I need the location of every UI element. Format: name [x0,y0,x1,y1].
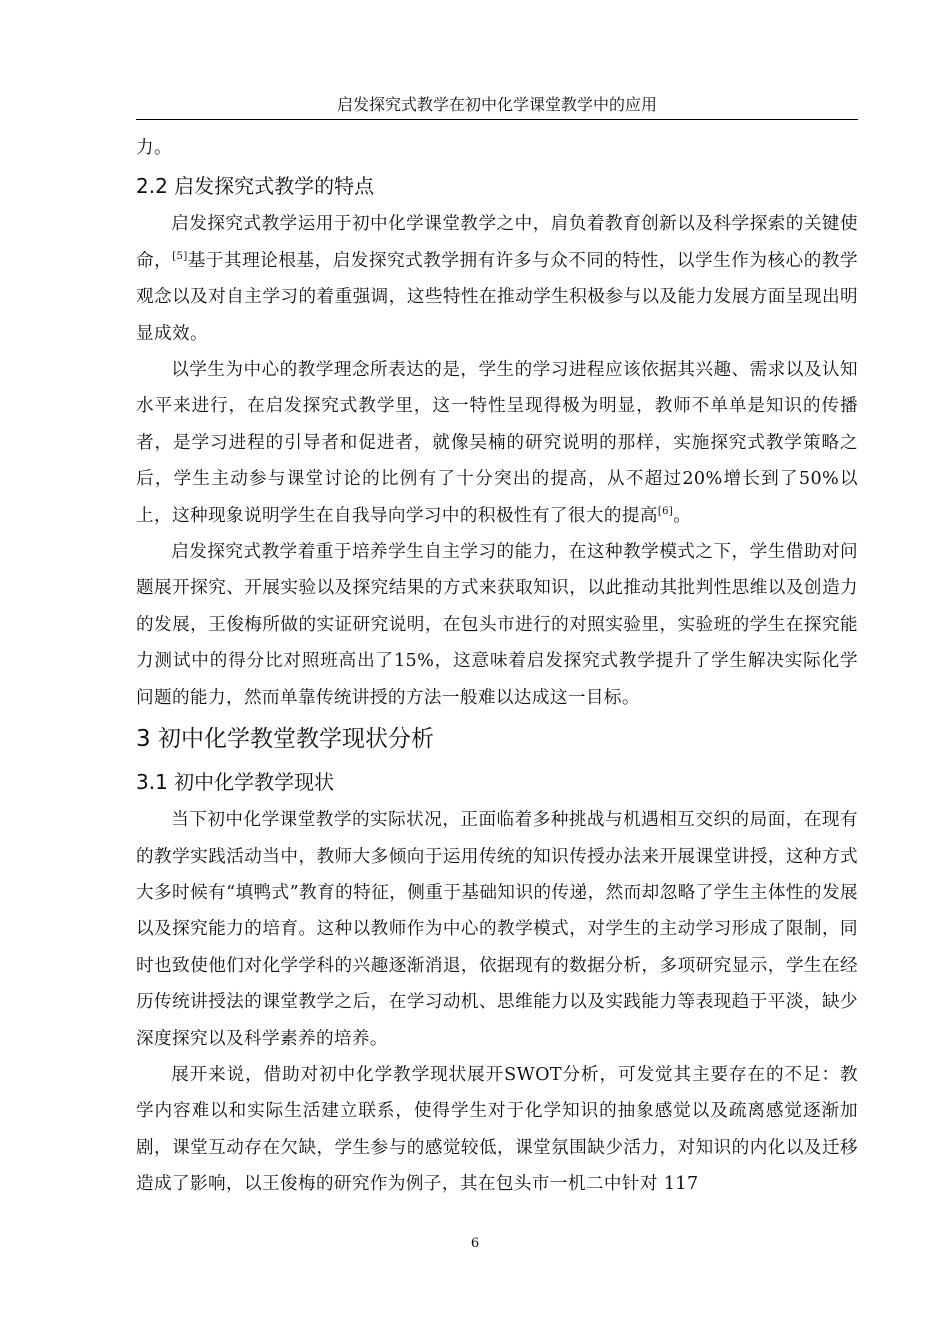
citation-ref[interactable]: [6] [657,505,674,517]
paragraph-text: 以学生为中心的教学理念所表达的是，学生的学习进程应该依据其兴趣、需求以及认知水平来进行，在启发探究式教学里，这一特性呈现得极为明显，教师不单单是知识的传播者，是学习进程的引导者和促进者，就像吴楠的研究说明的那样，实施探究式教学策略之后，学生主动参与课堂讨论的比例有了十分突出的提高，从不超过20%增长到了50%以上，这种现象说明学生在自我导向学习中的积极性有了很大的提高 [136,360,858,526]
paragraph-2-2-3: 启发探究式教学着重于培养学生自主学习的能力，在这种教学模式之下，学生借助对问题展开探究、开展实验以及探究结果的方式来获取知识，以此推动其批判性思维以及创造力的发展，王俊梅所做的实证研究说明，在包头市进行的对照实验里，实验班的学生在探究能力测试中的得分比对照班高出了15%，这意味着启发探究式教学提升了学生解决实际化学问题的能力，然而单靠传统讲授的方法一般难以达成这一目标。 [136,542,858,708]
section-heading-3-1: 3.1 初中化学教学现状 [136,770,335,795]
chapter-heading-3: 3 初中化学教堂教学现状分析 [136,726,434,753]
section-heading-2-2: 2.2 启发探究式教学的特点 [136,174,375,199]
paragraph-3-1-1: 当下初中化学课堂教学的实际状况，正面临着多种挑战与机遇相互交织的局面，在现有的教学实践活动当中，教师大多倾向于运用传统的知识传授办法来开展课堂讲授，这种方式大多时候有“填鸭式”教育的特征，侧重于基础知识的传递，然而却忽略了学生主体性的发展以及探究能力的培育。这种以教师作为中心的教学模式，对学生的主动学习形成了限制，同时也致使他们对化学学科的兴趣逐渐消退，依据现有的数据分析，多项研究显示，学生在经历传统讲授法的课堂教学之后，在学习动机、思维能力以及实践能力等表现趋于平淡，缺少深度探究以及科学素养的培养。 [136,810,858,1049]
paragraph-2-2-1 [136,206,858,352]
paragraph-3-1-2: 展开来说，借助对初中化学教学现状展开SWOT分析，可发觉其主要存在的不足：教学内容难以和实际生活建立联系，使得学生对于化学知识的抽象感觉以及疏离感觉逐渐加剧，课堂互动存在欠缺，学生参与的感觉较低，课堂氛围缺少活力，对知识的内化以及迁移造成了影响，以王俊梅的研究作为例子，其在包头市一机二中针对 117 [136,1064,858,1195]
paragraph-text: 基于其理论根基，启发探究式教学拥有许多与众不同的特性，以学生作为核心的教学观念以及对自主学习的着重强调，这些特性在推动学生积极参与以及能力发展方面呈现出明显成效。 [136,250,858,344]
paragraph-2-2-2 [136,352,858,534]
paragraph-text: 启发探究式教学运用于初中化学课堂教学之中，肩负着教育创新以及科学探索的关键使命， [136,214,858,271]
continued-line: 力。 [136,138,172,158]
page-number: 6 [470,1236,480,1251]
page-body [136,130,858,1203]
paragraph-text: 。 [673,505,692,526]
citation-ref[interactable]: [5] [172,250,188,262]
running-header: 启发探究式教学在初中化学课堂教学中的应用 [136,92,858,120]
